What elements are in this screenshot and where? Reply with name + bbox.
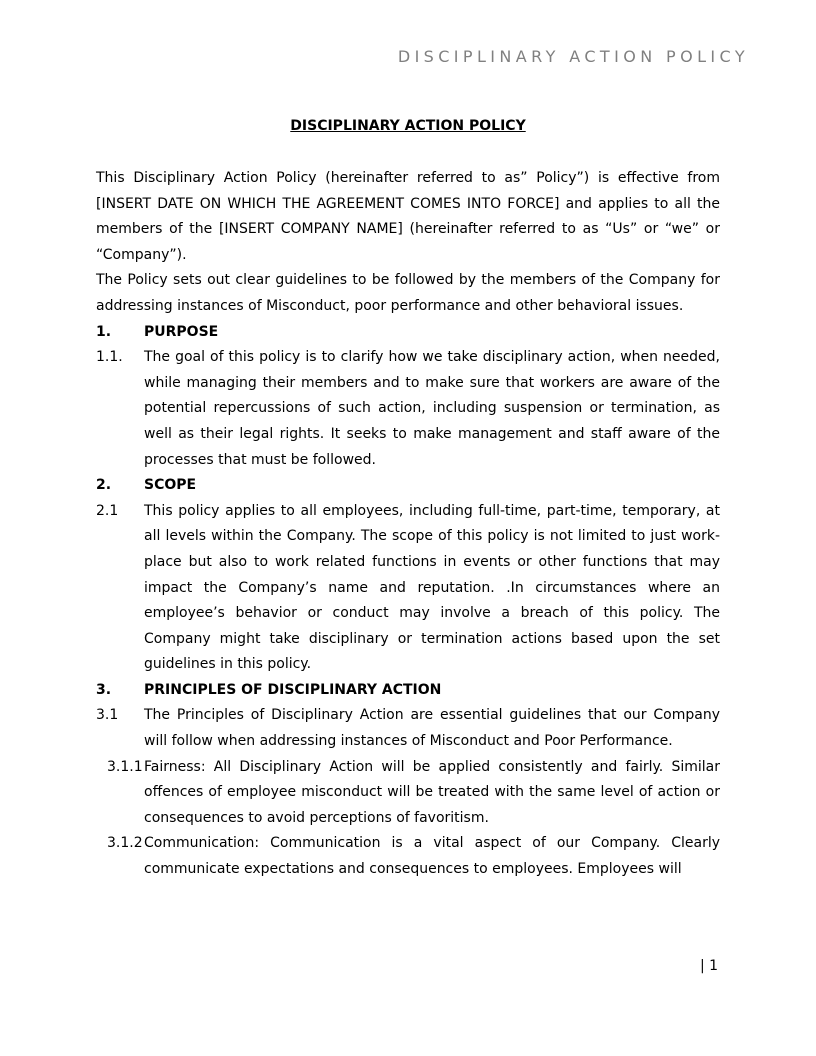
section-title: PURPOSE	[144, 323, 219, 340]
section-heading-principles	[96, 678, 720, 704]
subclause-number: 3.1.1	[107, 758, 143, 775]
clause-3-1-1	[96, 755, 720, 832]
intro-paragraph-1: This Disciplinary Action Policy (hereinafter referred to as” Policy”) is effective from [INSERT DATE ON WHICH THE AGREEMENT COMES INTO FORCE] and applies to all the members of the [INSERT COMPANY NAME] (hereinafter referred to as “Us” or “we” or “Company”).	[96, 170, 720, 263]
section-heading-scope	[96, 473, 720, 499]
clause-text: The Principles of Disciplinary Action are essential guidelines that our Company will follow when addressing instances of Misconduct and Poor Performance.	[144, 707, 720, 750]
subclause-text: Fairness: All Disciplinary Action will be applied consistently and fairly. Similar offences of employee misconduct will be treated with the same level of action or consequences to avoid perceptions of favoritism.	[144, 758, 720, 826]
section-heading-purpose	[96, 320, 720, 346]
clause-text: The goal of this policy is to clarify how we take disciplinary action, when needed, while managing their members and to make sure that workers are aware of the potential repercussions of such action, including suspension or termination, as well as their legal rights. It seeks to make management and staff aware of the processes that must be followed.	[144, 349, 720, 468]
intro-paragraph-2: The Policy sets out clear guidelines to be followed by the members of the Company for addressing instances of Misconduct, poor performance and other behavioral issues.	[96, 272, 720, 314]
clause-3-1-2	[96, 831, 720, 882]
clause-text: This policy applies to all employees, including full-time, part-time, temporary, at all levels within the Company. The scope of this policy is not limited to just work-place but also to work related functions in events or other functions that may impact the Company’s name and reputation. .In circumstances where an employee’s behavior or conduct may involve a breach of this policy. The Company might take disciplinary or termination actions based upon the set guidelines in this policy.	[144, 502, 720, 673]
section-number: 1.	[96, 323, 112, 340]
section-title: SCOPE	[144, 477, 197, 494]
subclause-text: Communication: Communication is a vital aspect of our Company. Clearly communicate expectations and consequences to employees. Employees will	[144, 835, 720, 878]
clause-1-1	[96, 345, 720, 473]
clause-3-1	[96, 703, 720, 754]
running-header: DISCIPLINARY ACTION POLICY	[397, 47, 749, 66]
section-number: 2.	[96, 477, 112, 494]
document-body	[96, 115, 720, 883]
clause-2-1	[96, 499, 720, 678]
section-number: 3.	[96, 681, 112, 698]
section-title: PRINCIPLES OF DISCIPLINARY ACTION	[144, 681, 442, 698]
clause-number: 1.1.	[96, 349, 123, 366]
clause-number: 3.1	[96, 707, 119, 724]
page-number: | 1	[700, 958, 719, 974]
clause-number: 2.1	[96, 502, 119, 519]
document-title: DISCIPLINARY ACTION POLICY	[290, 118, 526, 134]
subclause-number: 3.1.2	[107, 835, 143, 852]
